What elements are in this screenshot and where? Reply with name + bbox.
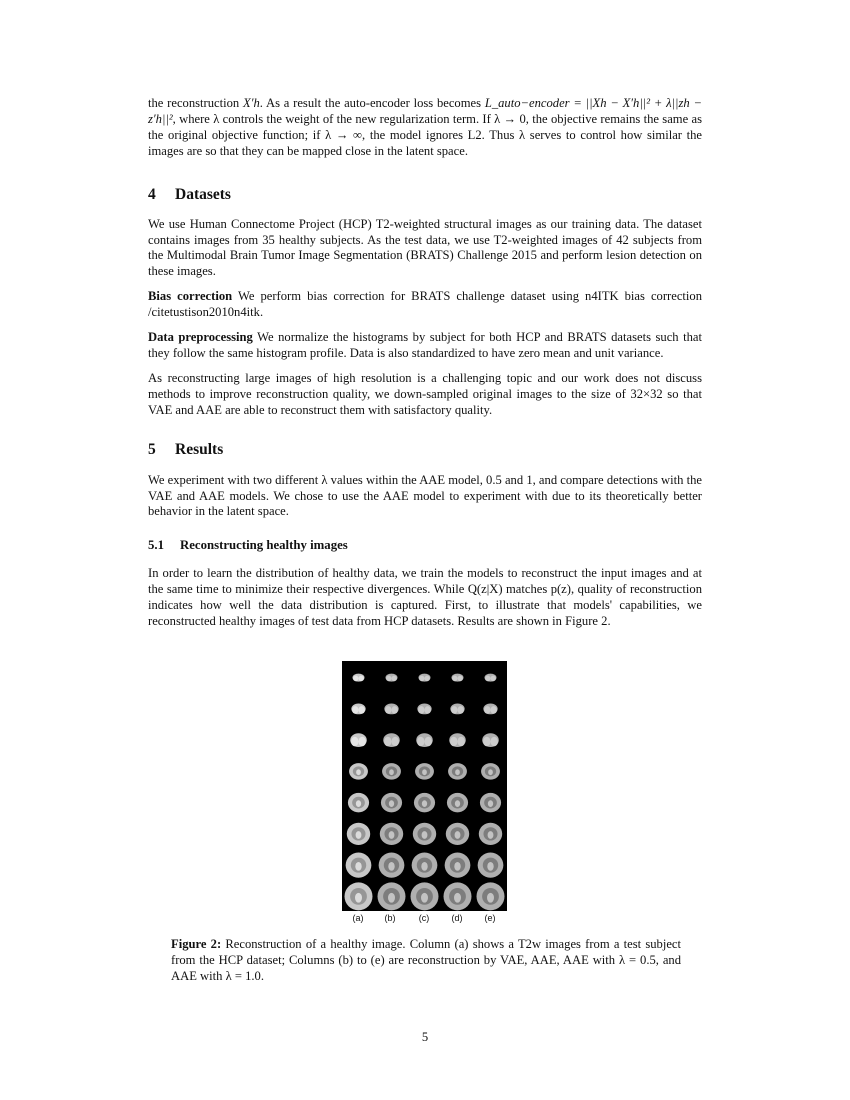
- brain-slice: [419, 674, 431, 682]
- column-label-a: (a): [352, 913, 364, 923]
- brain-slice: [480, 793, 501, 812]
- figure-column-labels: [342, 913, 507, 927]
- brain-slice: [452, 674, 464, 682]
- datasets-paragraph: We use Human Connectome Project (HCP) T2-weighted structural images as our training data. The dataset contains images from 35 healthy subjects. As the test data, we use T2-weighted images of 42 subjects from the Multimodal Brain Tumor Image Segmentation (BRATS) Challenge 2015 and perform lesion detection on these images.: [148, 216, 702, 279]
- brain-slice: [478, 853, 504, 878]
- section-4-heading: 4 Datasets: [148, 185, 231, 203]
- column-label-c: (c): [418, 913, 430, 923]
- brain-slice: [383, 733, 400, 747]
- brain-slice: [485, 674, 497, 682]
- brain-slice: [477, 882, 505, 910]
- brain-slice: [345, 882, 373, 910]
- results-paragraph: We experiment with two different λ values within the AAE model, 0.5 and 1, and compare detections with the VAE and AAE models. We chose to use the AAE model to experiment with due to its theoretically better behavior in the latent space.: [148, 472, 702, 519]
- downsampling-paragraph: As reconstructing large images of high resolution is a challenging topic and our work does not discuss methods to improve reconstruction quality, we down-sampled original images to the size of 32×32 so that VAE and AAE are able to reconstruct them with satisfactory quality.: [148, 370, 702, 417]
- brain-slice: [351, 703, 365, 714]
- brain-slice: [483, 703, 497, 714]
- brain-slice: [445, 853, 471, 878]
- brain-slice: [346, 853, 372, 878]
- brain-slice: [446, 823, 469, 845]
- brain-slice: [416, 733, 433, 747]
- brain-slice: [378, 882, 406, 910]
- brain-slice: [348, 793, 369, 812]
- brain-slice: [481, 763, 500, 780]
- page-body: [148, 96, 702, 630]
- column-label-b: (b): [384, 913, 396, 923]
- brain-slice: [382, 763, 401, 780]
- brain-slice: [412, 853, 438, 878]
- brain-slice: [448, 763, 467, 780]
- brain-slice-grid: [342, 661, 507, 911]
- brain-slice: [417, 703, 431, 714]
- section-5-heading: 5 Results: [148, 440, 224, 458]
- brain-slice: [447, 793, 468, 812]
- brain-slice: [384, 703, 398, 714]
- brain-slice: [350, 733, 367, 747]
- brain-slice: [449, 733, 466, 747]
- brain-slice: [411, 882, 439, 910]
- figure-2-image: [342, 661, 507, 911]
- column-label-e: (e): [484, 913, 496, 923]
- brain-slice: [479, 823, 502, 845]
- data-preprocessing-paragraph: Data preprocessing We normalize the histograms by subject for both HCP and BRATS datasets such that they follow the same histogram profile. Data is also standardized to have zero mean and unit variance.: [148, 330, 702, 360]
- page-number: 5: [421, 1030, 429, 1044]
- brain-slice: [444, 882, 472, 910]
- reconstruction-paragraph: In order to learn the distribution of healthy data, we train the models to reconstruct the input images and at the same time to minimize their respective divergences. While Q(z|X) matches p(z), quality of reconstruction indicates how well the data distribution is captured. First, to illustrate that models' capabilities, we reconstructed healthy images of test data from HCP datasets. Results are shown in Figure 2.: [148, 566, 702, 629]
- brain-slice: [349, 763, 368, 780]
- brain-slice: [353, 674, 365, 682]
- brain-slice: [450, 703, 464, 714]
- brain-slice: [347, 823, 370, 845]
- figure-2-caption: Figure 2: Reconstruction of a healthy image. Column (a) shows a T2w images from a test subject from the HCP dataset; Columns (b) to (e) are reconstruction by VAE, AAE, AAE with λ = 0.5, and AAE with λ = 1.0.: [171, 937, 681, 983]
- brain-slice: [413, 823, 436, 845]
- brain-slice: [380, 823, 403, 845]
- brain-slice: [379, 853, 405, 878]
- brain-slice: [386, 674, 398, 682]
- brain-slice: [414, 793, 435, 812]
- subsection-5-1-heading: 5.1 Reconstructing healthy images: [148, 538, 348, 553]
- column-label-d: (d): [451, 913, 463, 923]
- bias-correction-paragraph: Bias correction We perform bias correction for BRATS challenge dataset using n4ITK bias correction /citetustison2010n4itk.: [148, 289, 703, 320]
- brain-slice: [482, 733, 499, 747]
- intro-paragraph: the reconstruction X′h. As a result the auto-encoder loss becomes L_auto−encoder = ||Xh − X′h||² + λ||zh − z′h||², where λ controls the weight of the new regularization term. If λ → 0, the objective remains the same as the original objective function; if λ → ∞, the model ignores L2. Thus λ serves to control how similar the images are so that they can be mapped close in the latent space.: [148, 96, 702, 158]
- brain-slice: [415, 763, 434, 780]
- brain-slice: [381, 793, 402, 812]
